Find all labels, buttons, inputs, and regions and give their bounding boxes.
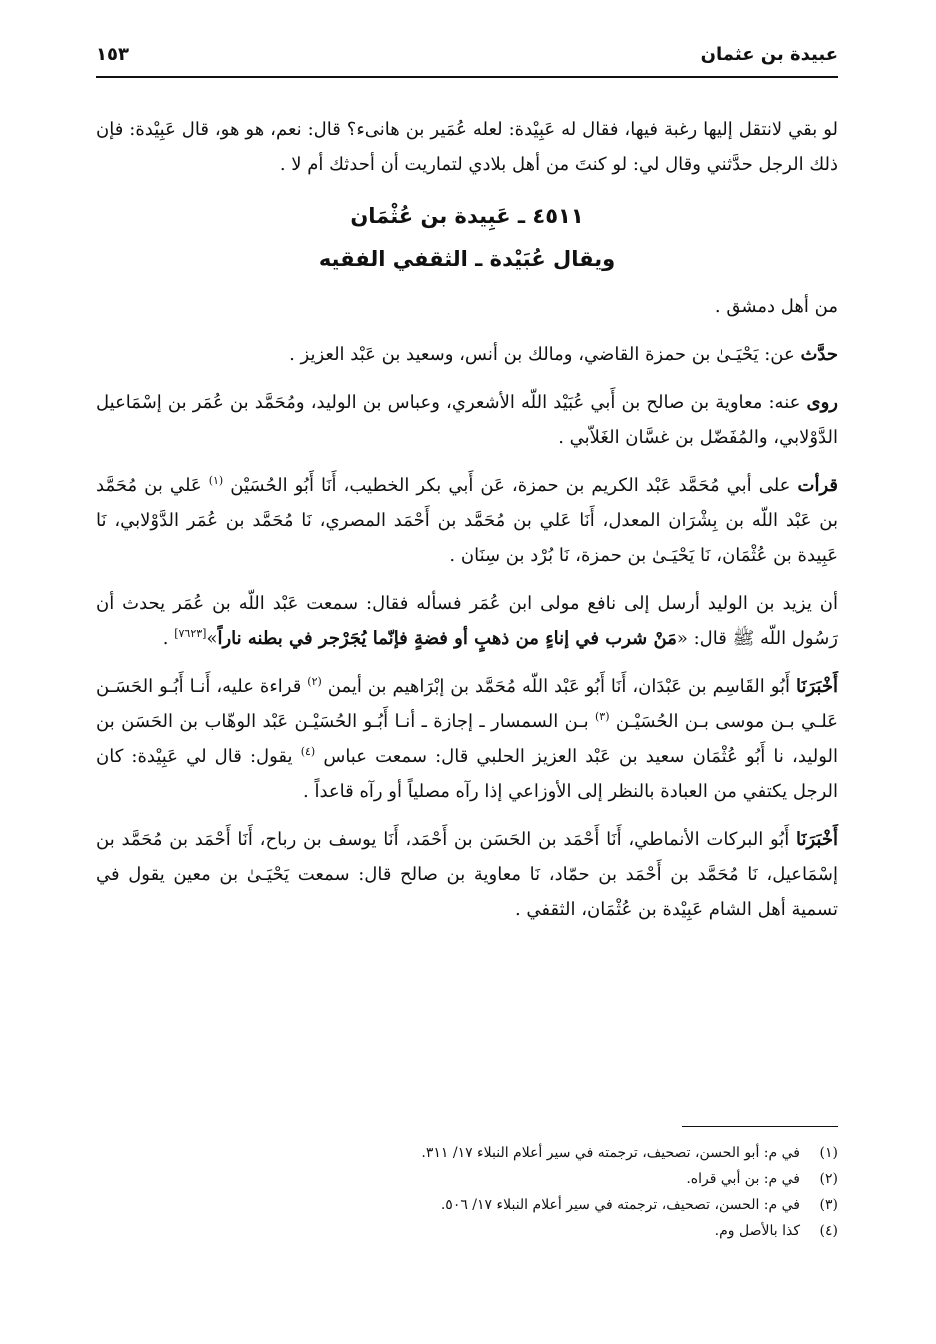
footnote-ref-1[interactable]: (١) xyxy=(208,474,224,487)
footnote-number: (٢) xyxy=(819,1171,838,1187)
intro-paragraph: لو بقي لانتقل إليها رغبة فيها، فقال له عَبِيْدة: لعله عُمَير بن هانىء؟ قال: نعم، هو هو، قال عَبِيْدة: فإن ذلك الرجل حدَّثني وقال لي: لو كنتَ من أهل بلادي لتماريت أن أحدثك أم لا . xyxy=(96,119,838,175)
akhbarana1-text-a: أَبُو القَاسِم بن عَبْدَان، أَنَا أَبُو عَبْد اللّه مُحَمَّد بن إبْرَاهيم بن أيمن xyxy=(327,676,791,697)
footnote-ref-4[interactable]: (٤) xyxy=(300,745,316,758)
hadith-quote: مَنْ شرب في إناءٍ من ذهبٍ أو فضةٍ فإنّما يُجَرْجر في بطنه ناراً xyxy=(217,628,677,649)
hadith-end: . xyxy=(162,628,169,649)
akhbarana2-text: أَبُو البركات الأنماطي، أَنَا أَحْمَد بن الحَسَن بن أَحْمَد، أَنَا يوسف بن رباح، أَنَا أَحْمَد بن مُحَمَّد بن إسْمَاعيل، نَا مُحَمَّد بن أَحْمَد بن حمّاد، نَا معاوية بن صالح قال: سمعت يَحْيَـىٰ بن معين يقول في تسمية أهل الشام عَبِيْدة بن عُثْمَان، الثقفي . xyxy=(96,829,838,920)
hadith-paragraph xyxy=(96,586,838,656)
footnote-ref-2[interactable]: (٢) xyxy=(307,675,322,688)
entry-title-line-2: ويقال عُبَيْدة ـ الثقفي الفقيه xyxy=(318,247,616,271)
header-rule xyxy=(96,76,838,78)
footnote-2 xyxy=(96,1166,838,1192)
origin-paragraph: من أهل دمشق . xyxy=(714,296,838,317)
footnotes xyxy=(96,1140,838,1244)
akhbarana-paragraph-2 xyxy=(96,822,838,927)
akhbarana-lead-1: أَخْبَرَنَا xyxy=(795,676,838,697)
akhbarana1-text-d: يقول: قال لي عَبِيْدة: كان الرجل يكتفي من العبادة بالنظر إلى الأوزاعي إذا رآه مصلياً أو رآه قاعداً . xyxy=(96,746,838,802)
rawa-paragraph xyxy=(96,385,838,455)
footnote-text: في م: بن أبي قراه. xyxy=(686,1171,800,1187)
haddath-paragraph xyxy=(96,337,838,372)
footnote-text: كذا بالأصل وم. xyxy=(714,1223,800,1239)
entry-title xyxy=(96,195,838,281)
hadith-text-b: » xyxy=(206,628,218,649)
footnote-number: (٣) xyxy=(819,1197,838,1213)
footnote-ref-3[interactable]: (٣) xyxy=(595,710,610,723)
footnote-rule xyxy=(682,1126,838,1127)
page-header xyxy=(96,36,838,72)
book-page xyxy=(96,36,838,1316)
entry-title-line-1: ٤٥١١ ـ عَبِيدة بن عُثْمَان xyxy=(350,204,584,228)
akhbarana1-text-c: بـن السمسار ـ إجازة ـ أنـا أَبُـو الحُسَيْـن عَبْد الوهّاب بن الحَسَن بن الوليد، نا أَبُو عُثْمَان سعيد بن عَبْد العزيز الحلبي قال: سمعت عباس xyxy=(96,711,838,767)
rawa-text: عنه: معاوية بن صالح بن أَبي عُبَيْد اللّه الأشعري، وعباس بن الوليد، ومُحَمَّد بن عُمَر بن إسْمَاعيل الدَّوْلابي، والمُفَضّل بن غسَّان الغَلاّبي . xyxy=(96,392,838,448)
hadith-reference: [٧٦٢٣] xyxy=(174,627,207,640)
footnote-number: (٤) xyxy=(819,1223,838,1239)
footnote-text: في م: أبو الحسن، تصحيف، ترجمته في سير أعلام النبلاء ١٧/ ٣١١. xyxy=(421,1145,800,1161)
rawa-lead: روى xyxy=(806,392,838,413)
hadith-text-a: أن يزيد بن الوليد أرسل إلى نافع مولى ابن عُمَر فسأله فقال: سمعت عَبْد اللّه بن عُمَر يحدث أن رَسُول اللّه ﷺ قال: « xyxy=(96,593,838,649)
akhbarana-lead-2: أَخْبَرَنَا xyxy=(796,829,838,850)
footnote-text: في م: الحسن، تصحيف، ترجمته في سير أعلام النبلاء ١٧/ ٥٠٦. xyxy=(440,1197,800,1213)
footnote-1 xyxy=(96,1140,838,1166)
page-number: ١٥٣ xyxy=(96,44,129,65)
haddath-lead: حدَّث xyxy=(800,344,838,365)
main-text xyxy=(96,112,838,940)
haddath-text: عن: يَحْيَـىٰ بن حمزة القاضي، ومالك بن أنس، وسعيد بن عَبْد العزيز . xyxy=(289,344,795,365)
akhbarana-paragraph-1 xyxy=(96,669,838,809)
akhbarana1-text-b: قراءة عليه، أَنـا أَبُـو الحَسَـن عَلـي بـن موسى بـن الحُسَيْـن xyxy=(96,676,838,732)
qaraat-text-b: عَلي بن مُحَمَّد بن عَبْد اللّه بن بِشْرَان المعدل، أَنَا عَلي بن مُحَمَّد بن أَحْمَد المصري، نَا مُحَمَّد بن عُمَر الدَّوْلابي، نَا عَبِيدة بن عُثْمَان، نَا يَحْيَـىٰ بن حمزة، نَا بُرْد بن سِنَان . xyxy=(96,475,838,566)
qaraat-text-a: على أبي مُحَمَّد عَبْد الكريم بن حمزة، عَن أَبي بكر الخطيب، أَنَا أَبُو الحُسَيْن xyxy=(230,475,791,496)
footnote-4 xyxy=(96,1218,838,1244)
footnote-number: (١) xyxy=(819,1145,838,1161)
qaraat-paragraph xyxy=(96,468,838,573)
footnote-3 xyxy=(96,1192,838,1218)
qaraat-lead: قرأت xyxy=(797,475,838,496)
running-title: عبيدة بن عثمان xyxy=(700,44,838,65)
